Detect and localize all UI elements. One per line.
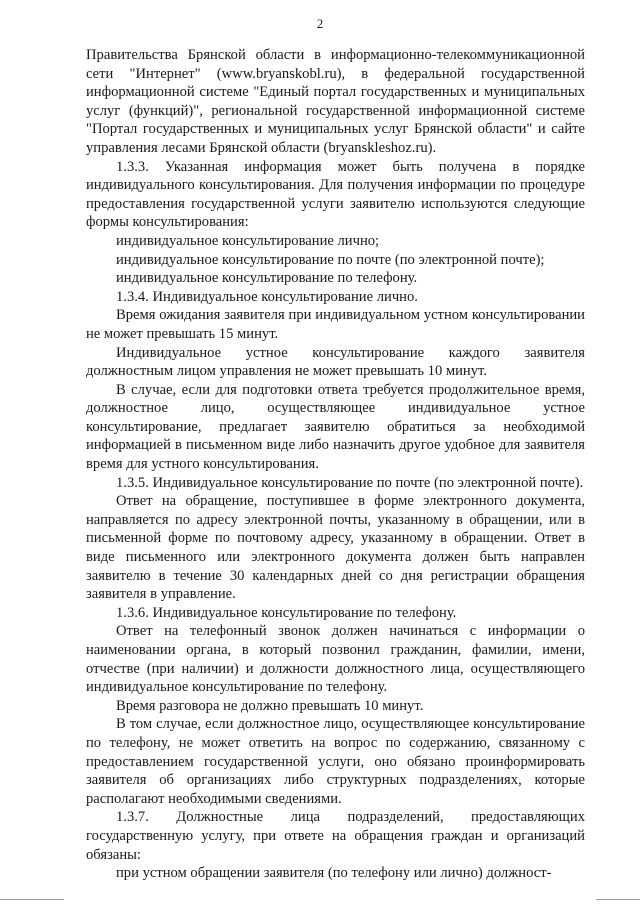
document-body bbox=[86, 46, 585, 883]
paragraph: Время ожидания заявителя при индивидуальном устном консультировании не может превышать 15 минут. bbox=[86, 307, 585, 342]
paragraph: 1.3.7. Должностные лица подразделений, предоставляющих государственную услугу, при ответе на обращения граждан и организаций обязаны: bbox=[86, 809, 585, 863]
list-item: индивидуальное консультирование по почте (по электронной почте); bbox=[116, 251, 545, 268]
paragraph: В том случае, если должностное лицо, осуществляющее консультирование по телефону, не может ответить на вопрос по содержанию, связанному с предоставлением государственной услуги, оно обязано проинформировать заявителя об организациях либо структурных подразделениях, которые располагают необходимыми сведениями. bbox=[86, 716, 585, 807]
list-item: индивидуальное консультирование лично; bbox=[116, 232, 380, 249]
paragraph: Правительства Брянской области в информационно-телекоммуникационной сети "Интернет" (www.bryanskobl.ru), в федеральной государственной информационной системе "Единый портал государственных и муниципальных услуг (функций)", региональной государственной информационной системе "Портал государственных и муниципальных услуг Брянской области" и сайте управления лесами Брянской области (bryanskleshoz.ru). bbox=[86, 47, 585, 156]
paragraph: при устном обращении заявителя (по телефону или лично) должност- bbox=[116, 865, 552, 882]
paragraph: 1.3.3. Указанная информация может быть получена в порядке индивидуального консультирования. Для получения информации по процедуре предоставления государственной услуги заявителю используются следующие формы консультирования: bbox=[86, 158, 585, 231]
section-heading: 1.3.5. Индивидуальное консультирование по почте (по электронной почте). bbox=[116, 474, 584, 491]
page-number: 2 bbox=[316, 16, 324, 31]
section-heading: 1.3.6. Индивидуальное консультирование по телефону. bbox=[116, 604, 457, 621]
list-item: индивидуальное консультирование по телефону. bbox=[116, 270, 418, 287]
scan-edge-line-left bbox=[0, 899, 64, 900]
paragraph: Ответ на телефонный звонок должен начинаться с информации о наименовании органа, в который позвонил гражданин, фамилии, имени, отчестве (при наличии) и должности должностного лица, осуществляющего индивидуальное консультирование по телефону. bbox=[86, 623, 585, 696]
paragraph: В случае, если для подготовки ответа требуется продолжительное время, должностное лицо, осуществляющее индивидуальное устное консультирование, предлагает заявителю обратиться за необходимой информацией в письменном виде либо назначить другое удобное для заявителя время для устного консультирования. bbox=[86, 381, 585, 473]
scan-edge-line-right bbox=[596, 899, 640, 900]
paragraph: Ответ на обращение, поступившее в форме электронного документа, направляется по адресу электронной почты, указанному в обращении, или в письменной форме по почтовому адресу, указанному в обращении. Ответ в виде письменного или электронного документа должен быть направлен заявителю в течение 30 календарных дней со дня регистрации обращения заявителя в управление. bbox=[86, 493, 585, 603]
section-heading: 1.3.4. Индивидуальное консультирование лично. bbox=[116, 288, 418, 305]
paragraph: Время разговора не должно превышать 10 минут. bbox=[116, 697, 424, 714]
paragraph: Индивидуальное устное консультирование каждого заявителя должностным лицом управления не может превышать 10 минут. bbox=[86, 344, 585, 380]
